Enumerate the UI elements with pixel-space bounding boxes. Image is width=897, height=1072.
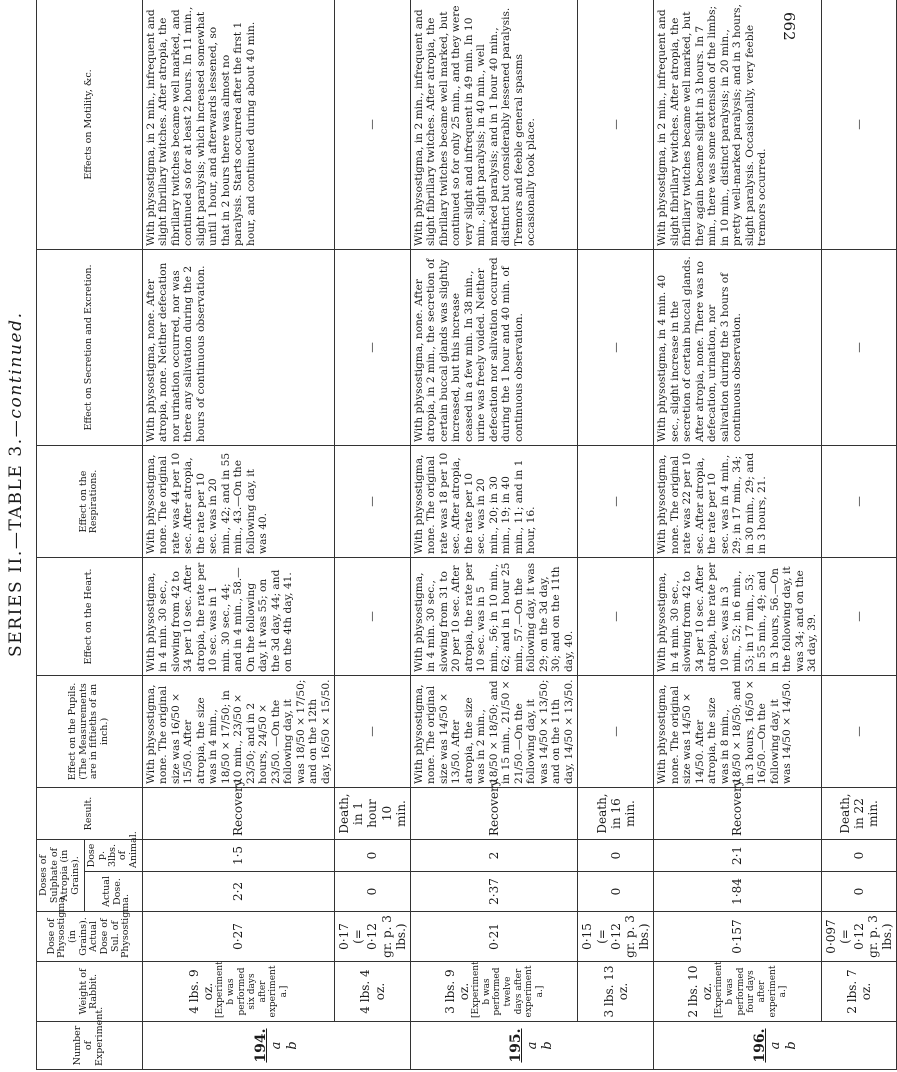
respiration-effect: With physostigma, none. The original rate was 22 per 10 sec. After atropia, the rate per 10 sec. was in 4 min., 29; in 17 min., 34; in 30 min., 29; and in 3 hours, 21. (654, 446, 822, 558)
heart-effect: With physostigma, in 4 min. 30 sec., slowing from 42 to 34 per 10 sec. After atropia, the rate per 10 sec. was in 3 min., 52; in 6 min., 53; in 17 min., 53; in 55 min., 49; and in 3 hours, 56.—On the following day, it was 34; and on the 3d day, 39. (654, 558, 822, 676)
motility-effect: With physostigma, in 2 min., infrequent and slight fibrillary twitches. After atropia, the fibrillary twitches became well marked, but they again became slight in 3 hours. In 7 min., there was some extension of the limbs; in 10 min., distinct paralysis; in 20 min., pretty well-marked paralysis; and in 3 hours, slight paralysis. Occasionally, very feeble tremors occurred. (654, 0, 822, 250)
physostigma-dose: 0·27 (142, 912, 335, 962)
table-row (410, 0, 578, 1070)
secretion-effect: With physostigma, in 4 min. 40 sec., slight increase in the secretion of certain buccal glands. After atropia, none. There was no defecation, urination, nor salivation during the 3 hours of continuous observation. (654, 250, 822, 446)
result: Death, in 22 min. (821, 788, 897, 840)
atropia-dose-per-3lbs: 0 (335, 840, 411, 872)
atropia-dose-per-3lbs: 0 (821, 840, 897, 872)
result: Death, in 1 hour 10 min. (335, 788, 411, 840)
result: Recovery. (410, 788, 578, 840)
atropia-dose-per-3lbs: 0 (578, 840, 654, 872)
weight-cell (410, 962, 578, 1022)
header-weight: Weight of Rabbit. (37, 962, 143, 1022)
header-secretion: Effect on Secretion and Excretion. (37, 250, 143, 446)
physostigma-dose: 0·157 (654, 912, 822, 962)
continued-label: continued. (6, 311, 26, 419)
experiment-number-label: 196. (751, 1028, 768, 1063)
heart-effect: With physostigma, in 4 min. 30 sec., slowing from 31 to 20 per 10 sec. After atropia, the rate per 10 sec. was in 5 min., 56; in 10 min., 62; and in 1 hour 25 min., 57.—On the following day, it was 29; on the 3d day, 30; and on the 11th day, 40. (410, 558, 578, 676)
secretion-effect: With physostigma, none. After atropia, none. Neither defecation nor urination occurred, nor was there any salivation during the 2 hours of continuous observation. (142, 250, 335, 446)
table-row (142, 0, 335, 1070)
header-row-1 (37, 0, 85, 1070)
atropia-dose-per-3lbs: 2·1 (654, 840, 822, 872)
sub-experiment-letter: a (269, 1041, 285, 1050)
respiration-effect: With physostigma, none. The original rate was 44 per 10 sec. After atropia, the rate per 10 sec. was in 20 min., 42; and in 55 min., 43.—On the following day, it was 40. (142, 446, 335, 558)
pupils-effect: With physostigma, none. The original size was 14/50 × 13/50. After atropia, the size was in 2 min., 18/50 × 18/50; and in 15 min., 21/50 × 21/50.—On the following day, it was 14/50 × 13/50; and on the 11th day, 14/50 × 13/50. (410, 676, 578, 788)
result: Recovery. (654, 788, 822, 840)
atropia-actual-dose: 2·37 (410, 872, 578, 912)
result: Recovery. (142, 788, 335, 840)
table-row (578, 0, 654, 1070)
respiration-effect: With physostigma, none. The original rate was 18 per 10 sec. After atropia, the rate per 10 sec. was in 20 min., 20; in 30 min., 19; in 40 min., 11; and in 1 hour, 16. (410, 446, 578, 558)
header-result: Result. (37, 788, 143, 840)
atropia-actual-dose: 1·84 (654, 872, 822, 912)
experiment-number (142, 1022, 410, 1070)
weight-value: 3 lbs. 9 oz. (442, 969, 472, 1014)
motility-effect: — (335, 0, 411, 250)
experiment-note: [Experiment b was performed four days after experiment a.] (714, 961, 789, 1018)
pupils-effect: — (335, 676, 411, 788)
weight-value: 4 lbs. 4 oz. (335, 962, 411, 1022)
table-row (654, 0, 822, 1070)
table-row (335, 0, 411, 1070)
heart-effect: With physostigma, in 4 min. 30 sec., slowing from 42 to 34 per 10 sec. After atropia, the rate per 10 sec. was in 1 min. 30 sec., 44; and in 4 min., 58.—On the following day, it was 55; on the 3d day, 44; and on the 4th day, 41. (142, 558, 335, 676)
motility-effect: — (821, 0, 897, 250)
physostigma-dose: 0·097 (= 0·12 gr. p. 3 lbs.) (821, 912, 897, 962)
sub-experiment-letter: b (284, 1041, 300, 1050)
experiment-number-label: 194. (252, 1028, 269, 1063)
pupils-effect: With physostigma, none. The original size was 14/50 × 14/50. After atropia, the size was in 8 min., 18/50 × 18/50; and in 3 hours, 16/50 × 16/50.—On the following day, it was 14/50 × 14/50. (654, 676, 822, 788)
experiment-number (410, 1022, 653, 1070)
atropia-actual-dose: 2·2 (142, 872, 335, 912)
physostigma-dose: 0·17 (= 0·12 gr. p. 3 lbs.) (335, 912, 411, 962)
pupils-effect: — (821, 676, 897, 788)
heart-effect: — (335, 558, 411, 676)
atropia-actual-dose: 0 (578, 872, 654, 912)
header-atropia-doses: Doses of Sulphate of Atropia (in Grains). (37, 840, 85, 912)
experiment-note: [Experiment b was performed six days after experiment a.] (215, 961, 290, 1018)
atropia-dose-per-3lbs: 2 (410, 840, 578, 872)
page-number: 662 (780, 11, 798, 41)
header-motility: Effects on Motility, &c. (37, 0, 143, 250)
sub-experiment-letter: b (540, 1041, 556, 1050)
series-title: SERIES II.—TABLE 3.— (6, 418, 26, 657)
heart-effect: — (578, 558, 654, 676)
sub-experiment-letter: a (768, 1041, 784, 1050)
weight-cell (142, 962, 335, 1022)
pupils-effect: — (578, 676, 654, 788)
experiment-table (36, 0, 897, 1070)
atropia-dose-per-3lbs: 1·5 (142, 840, 335, 872)
motility-effect: With physostigma, in 2 min., infrequent and slight fibrillary twitches. After atropia, the fibrillary twitches became well marked, but continued so for only 25 min., and they were very slight and infrequent in 49 min. In 10 min., slight paralysis; in 40 min., well marked paralysis; and in 1 hour 40 min., distinct but considerably lessened paralysis. Tremors and feeble general spasms occasionally took place. (410, 0, 578, 250)
header-pupils: Effect on the Pupils. (The Measurements are in fiftieths of an inch.) (37, 676, 143, 788)
atropia-actual-dose: 0 (821, 872, 897, 912)
header-actual-dose: Actual Dose. (84, 872, 142, 912)
respiration-effect: — (335, 446, 411, 558)
weight-value: 2 lbs. 7 oz. (821, 962, 897, 1022)
physostigma-dose: 0·21 (410, 912, 578, 962)
weight-cell (654, 962, 822, 1022)
heart-effect: — (821, 558, 897, 676)
table-row (821, 0, 897, 1070)
physostigma-dose: 0·15 (= 0·12 gr. p. 3 lbs.) (578, 912, 654, 962)
respiration-effect: — (578, 446, 654, 558)
experiment-number-label: 195. (508, 1028, 525, 1063)
experiment-number (654, 1022, 897, 1070)
secretion-effect: — (335, 250, 411, 446)
result: Death, in 16 min. (578, 788, 654, 840)
secretion-effect: — (578, 250, 654, 446)
motility-effect: With physostigma, in 2 min., infrequent and slight fibrillary twitches. After atropia, the fibrillary twitches became well marked, and continued so for at least 2 hours. In 11 min., slight paralysis; which increased somewhat until 1 hour, and afterwards lessened, so that in 2 hours there was almost no paralysis. Starts occurred after the first 1 hour, and continued during about 40 min. (142, 0, 335, 250)
header-heart: Effect on the Heart. (37, 558, 143, 676)
experiment-note: [Experiment b was performed twelve days after experiment a.] (471, 961, 545, 1018)
header-dose-physostigma: Dose of Physostigma (in Grains). Actual Dose of Sul. of Physostigma. (37, 912, 143, 962)
sub-experiment-letter: b (783, 1041, 799, 1050)
atropia-actual-dose: 0 (335, 872, 411, 912)
header-experiment: Number of Experiment. (37, 1022, 143, 1070)
header-dose-per-3lbs: Dose p. 3lbs. of Animal. (84, 840, 142, 872)
page-header (6, 34, 32, 934)
secretion-effect: — (821, 250, 897, 446)
pupils-effect: With physostigma, none. The original size was 16/50 × 15/50. After atropia, the size was in 4 min., 18/50 × 17/50; in 10 min., 23/50 × 23/50; and in 2 hours, 24/50 × 23/50. —On the following day, it was 18/50 × 17/50; and on the 12th day, 16/50 × 15/50. (142, 676, 335, 788)
header-respirations: Effect on the Respirations. (37, 446, 143, 558)
weight-value: 4 lbs. 9 oz. (187, 969, 216, 1014)
weight-value: 3 lbs. 13 oz. (578, 962, 654, 1022)
respiration-effect: — (821, 446, 897, 558)
weight-value: 2 lbs. 10 oz. (686, 965, 715, 1018)
motility-effect: — (578, 0, 654, 250)
secretion-effect: With physostigma, none. After atropia, in 2 min., the secretion of certain buccal glands was slightly increased, but this increase ceased in a few min. In 38 min., urine was freely voided. Neither defecation nor salivation occurred during the 1 hour and 40 min. of continuous observation. (410, 250, 578, 446)
sub-experiment-letter: a (524, 1041, 540, 1050)
